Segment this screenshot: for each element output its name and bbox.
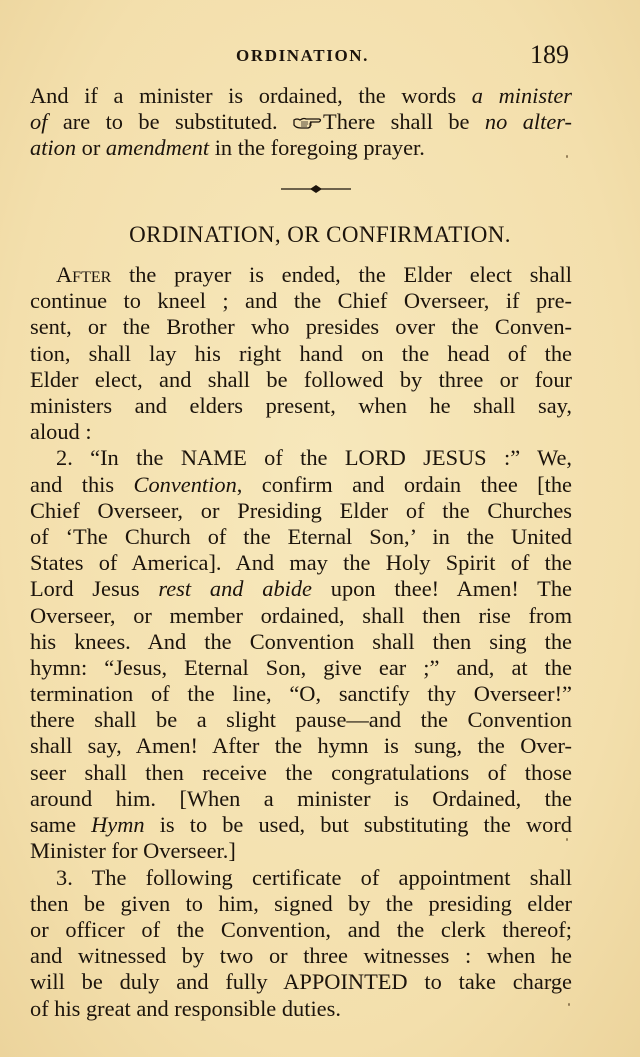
paper-speck xyxy=(568,1003,570,1006)
text-line: After the prayer is ended, the Elder elect shall xyxy=(56,262,572,287)
text-line: Chief Overseer, or Presiding Elder of the Churches xyxy=(30,497,572,523)
text-line: hymn: “Jesus, Eternal Son, give ear ;” and, at the xyxy=(30,654,572,680)
text-line: there shall be a slight pause—and the Convention xyxy=(30,707,572,733)
running-title: ORDINATION. xyxy=(236,46,369,65)
text-line: termination of the line, “O, sanctify thy Overseer!” xyxy=(30,681,572,707)
text-line: then be given to him, signed by the presiding elder xyxy=(30,890,572,916)
text-line: or officer of the Convention, and the clerk thereof; xyxy=(30,916,572,942)
text-line: aloud : xyxy=(30,419,92,445)
text-line: sent, or the Brother who presides over the Conven- xyxy=(30,314,572,340)
text-line: of ‘The Church of the Eternal Son,’ in the United xyxy=(30,523,572,549)
section-heading: ORDINATION, OR CONFIRMATION. xyxy=(129,222,511,247)
text-line: ministers and elders present, when he shall say, xyxy=(30,392,572,418)
text-line: same Hymn is to be used, but substituting the word xyxy=(30,812,572,838)
text-line: tion, shall lay his right hand on the head of the xyxy=(30,340,572,366)
text-line: seer shall then receive the congratulations of those xyxy=(30,759,572,785)
paragraph-1 xyxy=(30,262,572,445)
text-line: Lord Jesus rest and abide upon thee! Amen! The xyxy=(30,576,572,602)
text-line: Overseer, or member ordained, shall then rise from xyxy=(30,602,572,628)
text-line: around him. [When a minister is Ordained, the xyxy=(30,785,572,811)
text-line: States of America]. And may the Holy Spirit of the xyxy=(30,550,572,576)
text-line: Elder elect, and shall be followed by three or four xyxy=(30,366,572,392)
text-line: ation or amendment in the foregoing prayer. xyxy=(30,135,425,161)
text-line: of are to be substituted. There shall be no alter- xyxy=(30,109,572,135)
text-line: and witnessed by two or three witnesses : when he xyxy=(30,943,572,969)
text-line: shall say, Amen! After the hymn is sung, the Over- xyxy=(30,733,572,759)
ornamental-rule-icon xyxy=(281,183,351,195)
text-line: 3. The following certificate of appointment shall xyxy=(56,864,572,890)
running-head xyxy=(0,40,640,70)
text-line: his knees. And the Convention shall then sing the xyxy=(30,628,572,654)
paragraph-2 xyxy=(30,445,572,864)
manicule-icon xyxy=(293,116,323,130)
text-line: of his great and responsible duties. xyxy=(30,995,341,1021)
paper-speck xyxy=(566,155,568,158)
intro-paragraph xyxy=(30,83,572,162)
paragraph-3 xyxy=(30,865,572,1022)
paper-speck xyxy=(566,838,568,841)
text-line: continue to kneel ; and the Chief Overseer, if pre- xyxy=(30,288,572,314)
text-line: And if a minister is ordained, the words a minister xyxy=(30,83,572,108)
text-line: Minister for Overseer.] xyxy=(30,838,236,864)
text-line: 2. “In the NAME of the LORD JESUS :” We, xyxy=(56,445,572,471)
page-number: 189 xyxy=(530,40,569,69)
text-line: will be duly and fully APPOINTED to take charge xyxy=(30,969,572,995)
text-line: and this Convention, confirm and ordain thee [the xyxy=(30,471,572,497)
